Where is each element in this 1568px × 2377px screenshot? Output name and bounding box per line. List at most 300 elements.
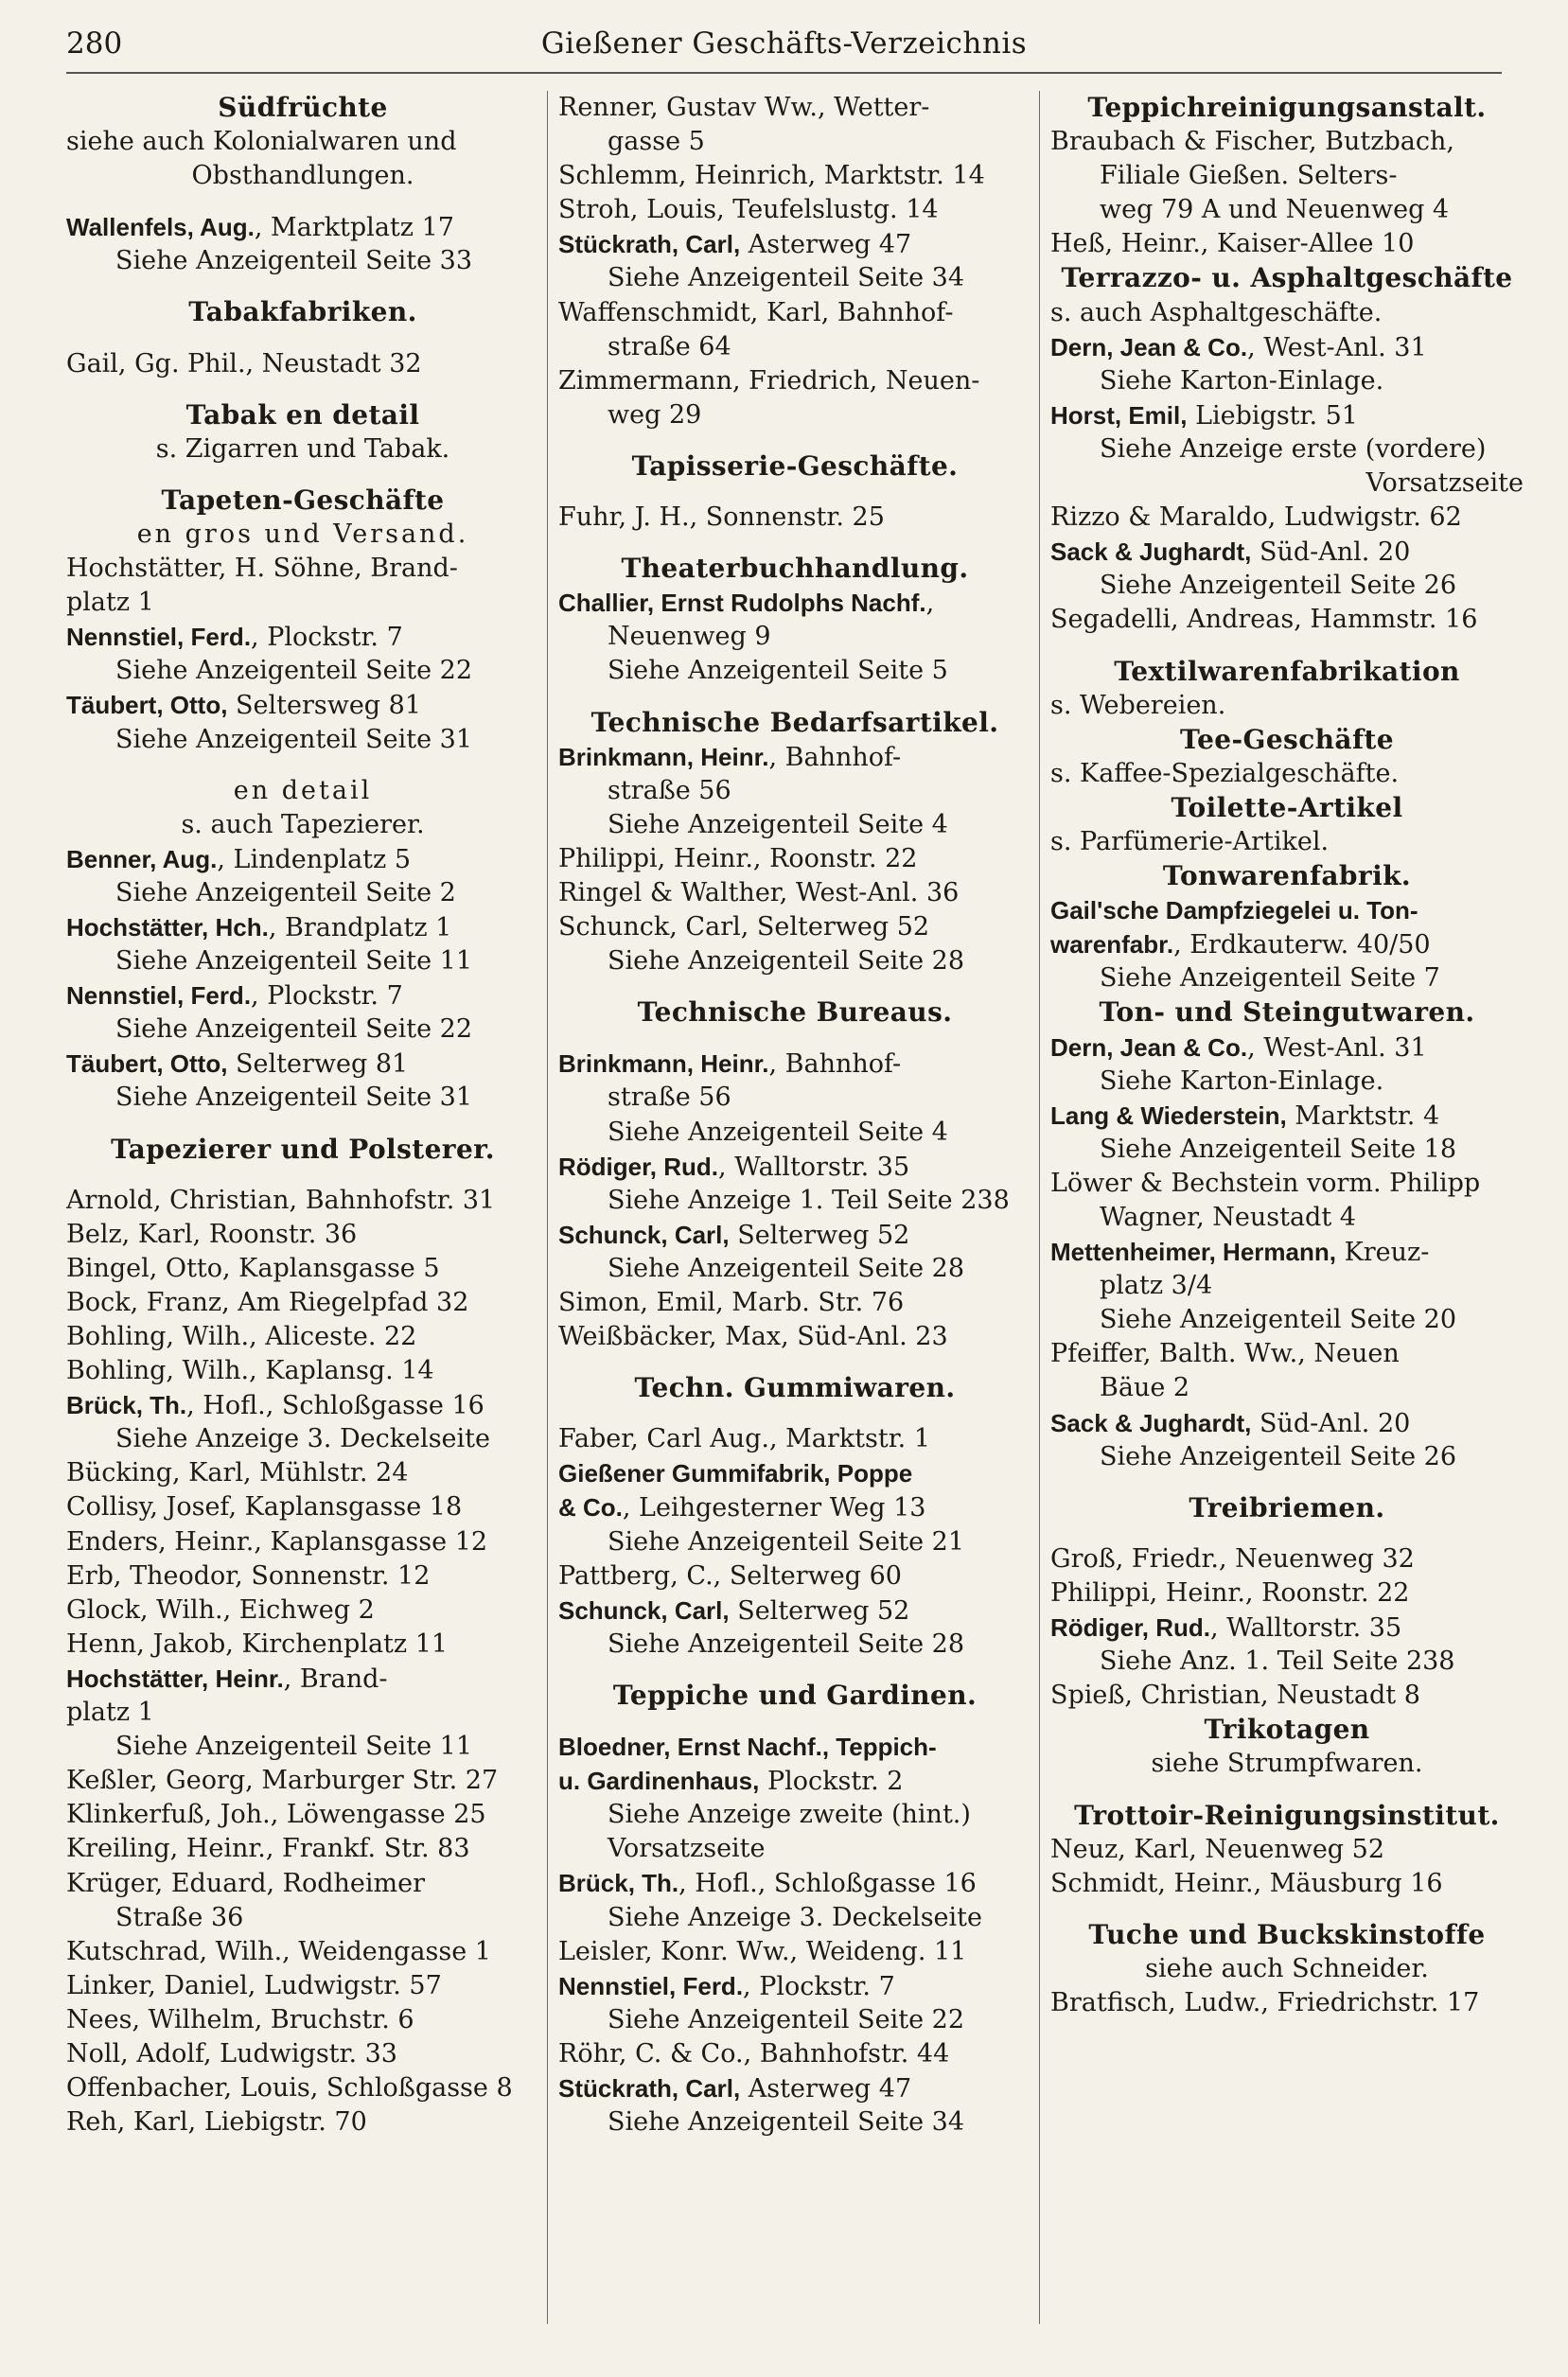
spacer bbox=[66, 381, 539, 398]
entry-text: , Plockstr. 7 bbox=[251, 623, 403, 653]
entry-text: , West-Anl. 31 bbox=[1247, 1032, 1427, 1063]
section-heading bbox=[66, 398, 539, 432]
business-name: Schunck, Carl, bbox=[558, 1595, 730, 1625]
entry-text: Faber, Carl Aug., Marktstr. 1 bbox=[558, 1424, 931, 1454]
entry-continuation bbox=[1050, 1303, 1524, 1337]
entry-text: straße 56 bbox=[608, 775, 731, 805]
entry-text: Tabak en detail bbox=[185, 398, 420, 431]
entry-text: Kreuz- bbox=[1335, 1238, 1430, 1268]
entry-text: Technische Bedarfsartikel. bbox=[590, 706, 999, 738]
directory-entry bbox=[558, 1969, 1031, 2003]
entry-text: , Erdkauterw. 40/50 bbox=[1173, 930, 1431, 960]
directory-entry bbox=[558, 876, 1031, 910]
entry-text: Filiale Gießen. Selters- bbox=[1100, 161, 1398, 191]
entry-continuation bbox=[558, 1832, 1031, 1866]
entry-continuation bbox=[558, 1184, 1031, 1218]
entry-text: Bohling, Wilh., Kaplansg. 14 bbox=[66, 1356, 434, 1386]
entry-text: Tapezierer und Polsterer. bbox=[111, 1133, 495, 1165]
entry-text: , Hofl., Schloßgasse 16 bbox=[678, 1869, 977, 1899]
entry-text: Plockstr. 2 bbox=[759, 1767, 904, 1797]
directory-entry bbox=[66, 1798, 539, 1832]
cross-reference bbox=[66, 808, 539, 842]
spacer bbox=[558, 1713, 1031, 1730]
business-name: Brinkmann, Heinr. bbox=[558, 742, 769, 771]
entry-text: , Hofl., Schloßgasse 16 bbox=[186, 1391, 484, 1421]
spacer bbox=[558, 1662, 1031, 1679]
directory-entry bbox=[1050, 296, 1524, 330]
entry-text: Bücking, Karl, Mühlstr. 24 bbox=[66, 1458, 409, 1488]
entry-continuation bbox=[66, 1422, 539, 1456]
business-name: Hochstätter, Hch. bbox=[66, 912, 269, 942]
entry-text: Arnold, Christian, Bahnhofstr. 31 bbox=[66, 1185, 496, 1215]
directory-entry bbox=[558, 364, 1031, 398]
directory-entry bbox=[558, 1559, 1031, 1593]
directory-entry bbox=[66, 1047, 539, 1081]
entry-text: Siehe Anzeigenteil Seite 33 bbox=[115, 246, 472, 276]
directory-entry bbox=[66, 1456, 539, 1490]
entry-text: straße 64 bbox=[608, 331, 731, 361]
entry-text: Collisy, Josef, Kaplansgasse 18 bbox=[66, 1492, 463, 1523]
entry-continuation bbox=[558, 398, 1031, 432]
column-right bbox=[1050, 91, 1524, 2020]
directory-entry bbox=[66, 2003, 539, 2037]
directory-entry bbox=[558, 1218, 1031, 1252]
entry-continuation bbox=[66, 1081, 539, 1115]
entry-continuation bbox=[558, 1628, 1031, 1662]
entry-text: Liebigstr. 51 bbox=[1187, 400, 1358, 431]
entry-text: Siehe Anzeigenteil Seite 34 bbox=[608, 263, 964, 293]
entry-text: Marktstr. 4 bbox=[1286, 1100, 1440, 1131]
spacer bbox=[1050, 1525, 1524, 1542]
entry-text: Selterweg 81 bbox=[227, 1049, 409, 1080]
business-name: & Co. bbox=[558, 1493, 623, 1523]
entry-text: Neuz, Karl, Neuenweg 52 bbox=[1050, 1834, 1385, 1864]
directory-entry bbox=[1050, 1030, 1524, 1065]
section-heading bbox=[1050, 723, 1524, 757]
entry-continuation bbox=[1050, 1065, 1524, 1099]
directory-entry bbox=[66, 1662, 539, 1696]
directory-entry bbox=[558, 501, 1031, 535]
section-heading bbox=[558, 995, 1031, 1030]
entry-text: Ringel & Walther, West-Anl. 36 bbox=[558, 877, 960, 907]
entry-text: Philippi, Heinr., Roonstr. 22 bbox=[558, 843, 918, 873]
cross-reference bbox=[1050, 1747, 1524, 1781]
directory-entry bbox=[1050, 1576, 1524, 1611]
entry-text: Henn, Jakob, Kirchenplatz 11 bbox=[66, 1629, 449, 1659]
directory-entry bbox=[66, 1696, 539, 1730]
business-name: Challier, Ernst Rudolphs Nachf. bbox=[558, 589, 926, 618]
section-heading bbox=[1050, 859, 1524, 893]
business-name: Brinkmann, Heinr. bbox=[558, 1049, 769, 1079]
entry-text: Trottoir-Reinigungsinstitut. bbox=[1074, 1799, 1500, 1831]
entry-text: , Brand- bbox=[283, 1664, 388, 1694]
entry-text: Siehe Anzeige 3. Deckelseite bbox=[608, 1902, 982, 1932]
entry-text: Pattberg, C., Selterweg 60 bbox=[558, 1560, 902, 1591]
entry-text: Tonwarenfabrik. bbox=[1162, 860, 1412, 892]
directory-entry bbox=[66, 910, 539, 944]
directory-entry bbox=[66, 1764, 539, 1798]
section-heading bbox=[66, 91, 539, 125]
entry-text: Siehe Anzeige zweite (hint.) bbox=[608, 1800, 971, 1830]
directory-entry bbox=[66, 552, 539, 586]
spacer bbox=[558, 1030, 1031, 1047]
entry-continuation bbox=[66, 244, 539, 278]
directory-entry bbox=[558, 1935, 1031, 1969]
entry-text: Hochstätter, H. Söhne, Brand- bbox=[66, 554, 458, 584]
section-heading bbox=[1050, 1918, 1524, 1952]
directory-entry bbox=[1050, 1833, 1524, 1867]
entry-text: , Marktplatz 17 bbox=[254, 213, 454, 243]
entry-text: s. Parfümerie-Artikel. bbox=[1050, 826, 1330, 856]
entry-text: Kreiling, Heinr., Frankf. Str. 83 bbox=[66, 1834, 470, 1864]
section-subheading bbox=[66, 518, 539, 552]
section-heading bbox=[558, 1679, 1031, 1713]
entry-text: Teppichreinigungsanstalt. bbox=[1087, 92, 1487, 123]
entry-text: Erb, Theodor, Sonnenstr. 12 bbox=[66, 1560, 431, 1591]
spacer bbox=[66, 757, 539, 774]
entry-continuation bbox=[1050, 1269, 1524, 1303]
entry-text: Simon, Emil, Marb. Str. 76 bbox=[558, 1288, 905, 1317]
entry-text: Pfeiffer, Balth. Ww., Neuen bbox=[1050, 1339, 1400, 1369]
entry-text: Siehe Anzeigenteil Seite 21 bbox=[608, 1526, 964, 1557]
entry-text: Siehe Anzeigenteil Seite 28 bbox=[608, 1629, 964, 1659]
entry-continuation bbox=[558, 774, 1031, 808]
directory-entry bbox=[66, 2105, 539, 2139]
directory-entry bbox=[558, 91, 1031, 125]
entry-text: , Walltorstr. 35 bbox=[1210, 1613, 1402, 1644]
spacer bbox=[558, 484, 1031, 501]
entry-text: s. auch Tapezierer. bbox=[181, 809, 425, 839]
entry-text: Terrazzo- u. Asphaltgeschäfte bbox=[1061, 262, 1513, 294]
entry-text: Siehe Anzeigenteil Seite 22 bbox=[115, 656, 472, 686]
directory-entry bbox=[1050, 1867, 1524, 1901]
entry-text: Waffenschmidt, Karl, Bahnhof- bbox=[558, 297, 954, 327]
entry-text: Siehe Anzeigenteil Seite 26 bbox=[1100, 571, 1456, 601]
directory-entry bbox=[558, 296, 1031, 330]
entry-text: Noll, Adolf, Ludwigstr. 33 bbox=[66, 2038, 397, 2069]
running-title: Gießener Geschäfts-Verzeichnis bbox=[540, 26, 1028, 61]
entry-continuation bbox=[1050, 1201, 1524, 1235]
entry-continuation bbox=[558, 808, 1031, 842]
entry-continuation bbox=[66, 1012, 539, 1047]
entry-text: platz 1 bbox=[66, 588, 154, 618]
entry-text: Tuche und Buckskinstoffe bbox=[1088, 1918, 1486, 1950]
business-name: Nennstiel, Ferd. bbox=[558, 1971, 744, 2000]
entry-text: Südfrüchte bbox=[218, 92, 388, 123]
entry-text: Theaterbuchhandlung. bbox=[621, 553, 969, 585]
entry-text: , bbox=[925, 589, 935, 619]
directory-entry bbox=[1050, 535, 1524, 569]
entry-text: Belz, Karl, Roonstr. 36 bbox=[66, 1219, 358, 1249]
directory-entry bbox=[66, 1867, 539, 1901]
section-heading bbox=[1050, 995, 1524, 1030]
directory-entry bbox=[558, 2071, 1031, 2105]
entry-text: Tapeten-Geschäfte bbox=[161, 484, 445, 516]
entry-text: en gros und Versand. bbox=[136, 519, 469, 549]
entry-continuation bbox=[1050, 1133, 1524, 1167]
directory-entry bbox=[66, 210, 539, 244]
entry-text: , Leihgesterner Weg 13 bbox=[622, 1493, 926, 1523]
entry-continuation bbox=[1050, 364, 1524, 398]
business-name: Bloedner, Ernst Nachf., Teppich- bbox=[558, 1733, 937, 1762]
entry-continuation bbox=[66, 723, 539, 757]
entry-text: Braubach & Fischer, Butzbach, bbox=[1050, 127, 1454, 157]
entry-text: Technische Bureaus. bbox=[637, 996, 953, 1029]
entry-continuation bbox=[558, 620, 1031, 654]
directory-entry bbox=[66, 125, 539, 159]
entry-continuation bbox=[558, 1901, 1031, 1935]
entry-text: Enders, Heinr., Kaplansgasse 12 bbox=[66, 1526, 488, 1557]
section-heading bbox=[66, 1133, 539, 1167]
entry-text: Glock, Wilh., Eichweg 2 bbox=[66, 1594, 375, 1625]
entry-text: Stroh, Louis, Teufelslustg. 14 bbox=[558, 195, 939, 225]
entry-text: Süd-Anl. 20 bbox=[1251, 537, 1411, 568]
business-name: Benner, Aug. bbox=[66, 844, 218, 873]
section-heading bbox=[1050, 1713, 1524, 1747]
spacer bbox=[558, 535, 1031, 552]
entry-text: , West-Anl. 31 bbox=[1247, 332, 1427, 362]
directory-entry bbox=[558, 1730, 1031, 1764]
entry-text: Siehe Anzeigenteil Seite 28 bbox=[608, 946, 964, 977]
entry-text: , Bahnhof- bbox=[768, 1049, 902, 1080]
directory-entry bbox=[66, 2037, 539, 2071]
directory-entry bbox=[1050, 1986, 1524, 2020]
directory-entry bbox=[1050, 501, 1524, 535]
directory-entry bbox=[1050, 689, 1524, 723]
directory-entry bbox=[558, 740, 1031, 774]
entry-text: Nees, Wilhelm, Bruchstr. 6 bbox=[66, 2004, 414, 2034]
directory-entry bbox=[1050, 227, 1524, 261]
directory-entry bbox=[66, 842, 539, 876]
entry-text: Selterweg 52 bbox=[729, 1220, 910, 1250]
section-heading bbox=[1050, 1799, 1524, 1833]
entry-text: Siehe Anzeigenteil Seite 11 bbox=[115, 946, 472, 977]
business-name: Mettenheimer, Hermann, bbox=[1050, 1238, 1336, 1267]
entry-text: Siehe Karton-Einlage. bbox=[1100, 1065, 1384, 1096]
entry-text: Löwer & Bechstein vorm. Philipp bbox=[1050, 1168, 1481, 1198]
entry-text: Selterweg 52 bbox=[729, 1595, 910, 1626]
entry-text: Siehe Anzeige 3. Deckelseite bbox=[115, 1424, 490, 1454]
entry-text: Textilwarenfabrikation bbox=[1114, 655, 1460, 687]
directory-entry bbox=[558, 586, 1031, 620]
entry-text: Treibriemen. bbox=[1189, 1491, 1385, 1523]
business-name: Dern, Jean & Co. bbox=[1050, 332, 1248, 361]
directory-entry bbox=[558, 1286, 1031, 1320]
directory-entry bbox=[66, 1490, 539, 1524]
directory-entry bbox=[66, 688, 539, 722]
directory-entry bbox=[66, 1593, 539, 1628]
directory-entry bbox=[558, 1422, 1031, 1456]
directory-entry bbox=[66, 1320, 539, 1354]
business-name: Nennstiel, Ferd. bbox=[66, 981, 252, 1011]
business-name: Lang & Wiederstein, bbox=[1050, 1100, 1287, 1130]
section-subheading bbox=[66, 774, 539, 808]
directory-entry bbox=[1050, 603, 1524, 637]
directory-entry bbox=[558, 1150, 1031, 1184]
entry-text: Schmidt, Heinr., Mäusburg 16 bbox=[1050, 1868, 1443, 1898]
entry-text: Bratfisch, Ludw., Friedrichstr. 17 bbox=[1050, 1987, 1480, 2017]
business-name: Stückrath, Carl, bbox=[558, 230, 741, 259]
directory-entry bbox=[66, 1218, 539, 1252]
business-name: Sack & Jughardt, bbox=[1050, 1408, 1252, 1437]
business-name: Dern, Jean & Co. bbox=[1050, 1032, 1248, 1062]
entry-text: Techn. Gummiwaren. bbox=[634, 1372, 956, 1404]
directory-entry bbox=[66, 586, 539, 620]
directory-entry bbox=[66, 1525, 539, 1559]
entry-text: Klinkerfuß, Joh., Löwengasse 25 bbox=[66, 1800, 486, 1830]
directory-entry bbox=[66, 1354, 539, 1388]
entry-text: Siehe Anzeigenteil Seite 26 bbox=[1100, 1441, 1456, 1471]
entry-text: s. Zigarren und Tabak. bbox=[155, 433, 450, 464]
entry-text: Siehe Anzeigenteil Seite 11 bbox=[115, 1732, 472, 1762]
column-divider bbox=[1039, 91, 1040, 2324]
entry-continuation bbox=[558, 1252, 1031, 1286]
entry-text: siehe Strumpfwaren. bbox=[1151, 1749, 1423, 1779]
entry-text: Renner, Gustav Ww., Wetter- bbox=[558, 93, 930, 122]
section-heading bbox=[558, 552, 1031, 586]
entry-text: , Brandplatz 1 bbox=[268, 912, 452, 942]
directory-entry bbox=[66, 1935, 539, 1969]
entry-text: s. Kaffee-Spezialgeschäfte. bbox=[1050, 758, 1400, 788]
spacer bbox=[558, 1354, 1031, 1371]
business-name: Schunck, Carl, bbox=[558, 1220, 730, 1249]
entry-text: Teppiche und Gardinen. bbox=[612, 1679, 978, 1711]
entry-text: Offenbacher, Louis, Schloßgasse 8 bbox=[66, 2073, 513, 2104]
entry-text: , Plockstr. 7 bbox=[251, 981, 403, 1012]
directory-entry bbox=[1050, 1611, 1524, 1645]
entry-text: Leisler, Konr. Ww., Weideng. 11 bbox=[558, 1936, 967, 1966]
business-name: Brück, Th. bbox=[558, 1869, 679, 1898]
spacer bbox=[66, 193, 539, 210]
entry-continuation bbox=[1050, 961, 1524, 995]
entry-continuation bbox=[1050, 569, 1524, 603]
entry-text: Krüger, Eduard, Rodheimer bbox=[66, 1868, 426, 1898]
directory-entry bbox=[558, 2037, 1031, 2071]
entry-text: Toilette-Artikel bbox=[1171, 791, 1403, 823]
entry-continuation bbox=[66, 1901, 539, 1935]
entry-text: Seltersweg 81 bbox=[227, 691, 422, 721]
entry-text: Gail, Gg. Phil., Neustadt 32 bbox=[66, 348, 422, 379]
directory-entry bbox=[558, 1593, 1031, 1628]
entry-text: Siehe Anzeigenteil Seite 18 bbox=[1100, 1134, 1456, 1164]
directory-entry bbox=[66, 1184, 539, 1218]
entry-continuation bbox=[558, 1798, 1031, 1832]
entry-text: Ton- und Steingutwaren. bbox=[1099, 996, 1475, 1029]
spacer bbox=[558, 1405, 1031, 1422]
spacer bbox=[66, 330, 539, 347]
business-name: Rödiger, Rud. bbox=[558, 1152, 718, 1181]
directory-entry bbox=[558, 1764, 1031, 1798]
business-name: Gießener Gummifabrik, Poppe bbox=[558, 1459, 913, 1488]
business-name: Gail'sche Dampfziegelei u. Ton- bbox=[1050, 896, 1418, 925]
entry-text: Siehe Karton-Einlage. bbox=[1100, 365, 1384, 396]
business-name: warenfabr. bbox=[1050, 930, 1174, 960]
entry-continuation bbox=[1050, 193, 1524, 227]
business-name: Rödiger, Rud. bbox=[1050, 1613, 1210, 1643]
spacer bbox=[558, 432, 1031, 449]
entry-continuation bbox=[66, 1730, 539, 1764]
entry-continuation bbox=[558, 2003, 1031, 2037]
column-divider bbox=[547, 91, 548, 2324]
directory-entry bbox=[1050, 927, 1524, 961]
section-heading bbox=[1050, 261, 1524, 295]
directory-entry bbox=[1050, 1235, 1524, 1269]
directory-entry bbox=[558, 842, 1031, 876]
business-name: Brück, Th. bbox=[66, 1391, 187, 1420]
entry-continuation bbox=[1050, 432, 1524, 467]
entry-text: Obsthandlungen. bbox=[191, 161, 414, 191]
directory-entry bbox=[558, 159, 1031, 193]
directory-entry bbox=[1050, 1679, 1524, 1713]
entry-text: Siehe Anzeigenteil Seite 2 bbox=[115, 877, 456, 907]
directory-entry bbox=[558, 227, 1031, 261]
directory-entry bbox=[1050, 1337, 1524, 1371]
cross-reference bbox=[1050, 1952, 1524, 1986]
entry-text: Siehe Anzeigenteil Seite 20 bbox=[1100, 1305, 1456, 1335]
entry-text: s. auch Asphaltgeschäfte. bbox=[1050, 297, 1383, 327]
business-name: Horst, Emil, bbox=[1050, 400, 1188, 430]
section-heading bbox=[1050, 791, 1524, 825]
entry-text: Siehe Anzeigenteil Seite 31 bbox=[115, 1083, 472, 1113]
entry-text: Siehe Anzeige erste (vordere) bbox=[1100, 433, 1487, 464]
entry-text: Tabakfabriken. bbox=[188, 296, 417, 328]
directory-entry bbox=[558, 1320, 1031, 1354]
entry-text: gasse 5 bbox=[608, 127, 705, 157]
entry-text: Spieß, Christian, Neustadt 8 bbox=[1050, 1681, 1420, 1711]
page-number: 280 bbox=[66, 26, 123, 61]
entry-text: Linker, Daniel, Ludwigstr. 57 bbox=[66, 1970, 442, 2000]
entry-continuation bbox=[558, 125, 1031, 159]
entry-text: Wagner, Neustadt 4 bbox=[1100, 1203, 1356, 1232]
entry-text: siehe auch Schneider. bbox=[1145, 1953, 1429, 1983]
entry-text: Keßler, Georg, Marburger Str. 27 bbox=[66, 1766, 499, 1796]
entry-continuation bbox=[1050, 467, 1524, 501]
cross-reference bbox=[66, 432, 539, 467]
directory-entry bbox=[1050, 1167, 1524, 1201]
directory-entry bbox=[558, 1866, 1031, 1900]
entry-text: Bock, Franz, Am Riegelpfad 32 bbox=[66, 1287, 469, 1317]
column-left bbox=[66, 91, 539, 2139]
entry-text: Siehe Anzeigenteil Seite 5 bbox=[608, 656, 948, 686]
entry-text: Röhr, C. & Co., Bahnhofstr. 44 bbox=[558, 2038, 950, 2069]
section-heading bbox=[66, 295, 539, 329]
entry-text: Neuenweg 9 bbox=[608, 622, 771, 652]
directory-entry bbox=[66, 1388, 539, 1422]
directory-entry bbox=[1050, 893, 1524, 927]
business-name: u. Gardinenhaus, bbox=[558, 1767, 760, 1796]
entry-text: Bohling, Wilh., Aliceste. 22 bbox=[66, 1322, 417, 1351]
directory-entry bbox=[66, 1559, 539, 1593]
spacer bbox=[1050, 1474, 1524, 1491]
entry-text: , Walltorstr. 35 bbox=[718, 1152, 910, 1182]
entry-text: Weißbäcker, Max, Süd-Anl. 23 bbox=[558, 1322, 948, 1352]
column-middle bbox=[558, 91, 1031, 2139]
entry-text: , Bahnhof- bbox=[768, 742, 902, 772]
section-heading bbox=[66, 484, 539, 518]
entry-text: Groß, Friedr., Neuenweg 32 bbox=[1050, 1543, 1415, 1574]
entry-text: Siehe Anzeigenteil Seite 4 bbox=[608, 809, 948, 839]
directory-entry bbox=[66, 978, 539, 1012]
entry-text: , Lindenplatz 5 bbox=[217, 844, 412, 874]
entry-continuation bbox=[1050, 1645, 1524, 1679]
entry-continuation bbox=[66, 654, 539, 688]
entry-text: Reh, Karl, Liebigstr. 70 bbox=[66, 2107, 367, 2138]
business-name: Hochstätter, Heinr. bbox=[66, 1664, 284, 1693]
entry-text: Segadelli, Andreas, Hammstr. 16 bbox=[1050, 605, 1478, 635]
entry-text: Siehe Anzeigenteil Seite 31 bbox=[115, 724, 472, 754]
entry-text: Fuhr, J. H., Sonnenstr. 25 bbox=[558, 502, 885, 533]
spacer bbox=[558, 978, 1031, 995]
